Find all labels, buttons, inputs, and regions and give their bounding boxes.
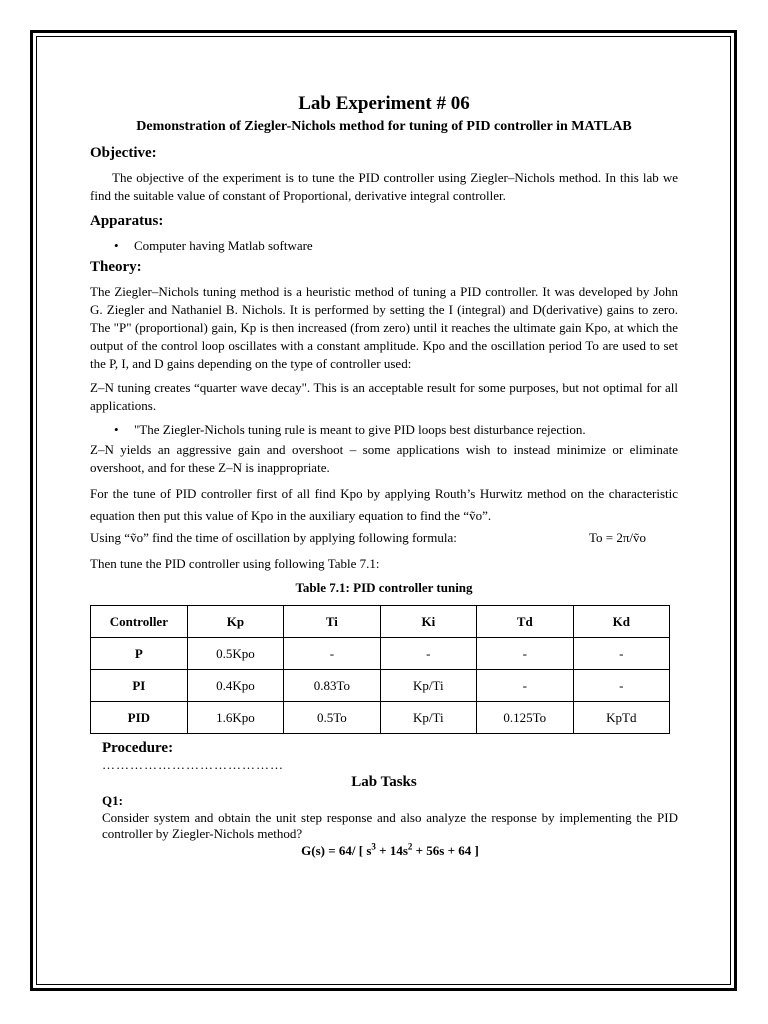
lab-tasks-heading: Lab Tasks: [351, 774, 417, 790]
table-cell: PI: [91, 670, 188, 702]
document-body: [90, 92, 678, 860]
table-cell: -: [573, 638, 669, 670]
table-cell: -: [477, 638, 574, 670]
transfer-function-part: + 56s + 64 ]: [412, 843, 479, 858]
bullet-icon: •: [114, 422, 119, 437]
table-cell: -: [284, 638, 380, 670]
question-text: Consider system and obtain the unit step response and also analyze the response by implementing the PID controller by Ziegler-Nichols method?: [102, 810, 678, 841]
apparatus-item-text: Computer having Matlab software: [134, 238, 313, 253]
procedure-placeholder: …………………………………: [102, 757, 284, 772]
theory-bullet-list: [90, 421, 678, 439]
theory-paragraph-3: Z–N yields an aggressive gain and overshoot – some applications wish to instead minimize or eliminate overshoot, and for these Z–N is inappropriate.: [90, 442, 678, 475]
oscillation-formula: To = 2π/ṽo: [588, 530, 646, 545]
apparatus-list: [90, 237, 678, 255]
table-cell: 0.5To: [284, 702, 380, 734]
question-block: [102, 792, 678, 860]
theory-paragraph-5: Using “ṽo” find the time of oscillation by applying following formula:: [90, 530, 457, 545]
transfer-function-part: G(s) = 64/ [ s: [301, 843, 372, 858]
pid-tuning-table: [90, 605, 670, 734]
transfer-function-exponent: 2: [407, 841, 413, 852]
procedure-heading: Procedure:: [102, 740, 174, 756]
table-row: [91, 670, 670, 702]
column-header: Kd: [573, 606, 669, 638]
table-cell: P: [91, 638, 188, 670]
list-item: [114, 421, 678, 439]
theory-paragraph-1: The Ziegler–Nichols tuning method is a heuristic method of tuning a PID controller. It was developed by John G. Ziegler and Nathaniel B. Nichols. It is performed by setting the I (integral) and D(derivative) gains to zero. The "P" (proportional) gain, Kp is then increased (from zero) until it reaches the ultimate gain Kpo, at which the output of the control loop oscillates with a constant amplitude. Kpo and the oscillation period To are used to set the P, I, and D gains depending on the type of controller used:: [90, 284, 678, 371]
table-header-row: [91, 606, 670, 638]
objective-text: The objective of the experiment is to tune the PID controller using Ziegler–Nichols method. In this lab we find the suitable value of constant of Proportional, derivative integral controller.: [90, 170, 678, 203]
list-item: [114, 237, 678, 255]
transfer-function: [102, 842, 678, 860]
column-header: Controller: [91, 606, 188, 638]
theory-paragraph-2: Z–N tuning creates “quarter wave decay". This is an acceptable result for some purposes, but not optimal for all applications.: [90, 380, 678, 413]
table-cell: 1.6Kpo: [187, 702, 283, 734]
table-cell: 0.83To: [284, 670, 380, 702]
column-header: Kp: [187, 606, 283, 638]
table-cell: Kp/Ti: [380, 702, 476, 734]
table-cell: PID: [91, 702, 188, 734]
page-subtitle: Demonstration of Ziegler-Nichols method for tuning of PID controller in MATLAB: [136, 119, 632, 134]
apparatus-heading: Apparatus:: [90, 213, 164, 229]
theory-paragraph-4: For the tune of PID controller first of all find Kpo by applying Routh’s Hurwitz method on the characteristic equation then put this value of Kpo in the auxiliary equation to find the “ṽo”.: [90, 486, 678, 523]
table-row: [91, 638, 670, 670]
table-cell: Kp/Ti: [380, 670, 476, 702]
table-cell: 0.4Kpo: [187, 670, 283, 702]
page-title: Lab Experiment # 06: [298, 93, 470, 114]
bullet-icon: •: [114, 238, 119, 253]
column-header: Ti: [284, 606, 380, 638]
objective-heading: Objective:: [90, 145, 157, 161]
transfer-function-exponent: 3: [371, 841, 376, 852]
table-cell: -: [573, 670, 669, 702]
table-cell: -: [477, 670, 574, 702]
table-caption: Table 7.1: PID controller tuning: [295, 580, 473, 595]
formula-line: [90, 527, 678, 549]
table-row: [91, 702, 670, 734]
table-cell: KpTd: [573, 702, 669, 734]
theory-bullet-text: "The Ziegler-Nichols tuning rule is meant to give PID loops best disturbance rejection.: [134, 422, 586, 437]
question-label: Q1:: [102, 793, 123, 808]
table-cell: -: [380, 638, 476, 670]
transfer-function-part: + 14s: [375, 843, 408, 858]
theory-heading: Theory:: [90, 259, 142, 275]
column-header: Ki: [380, 606, 476, 638]
theory-paragraph-6: Then tune the PID controller using following Table 7.1:: [90, 556, 380, 571]
column-header: Td: [477, 606, 574, 638]
table-cell: 0.5Kpo: [187, 638, 283, 670]
table-cell: 0.125To: [477, 702, 574, 734]
